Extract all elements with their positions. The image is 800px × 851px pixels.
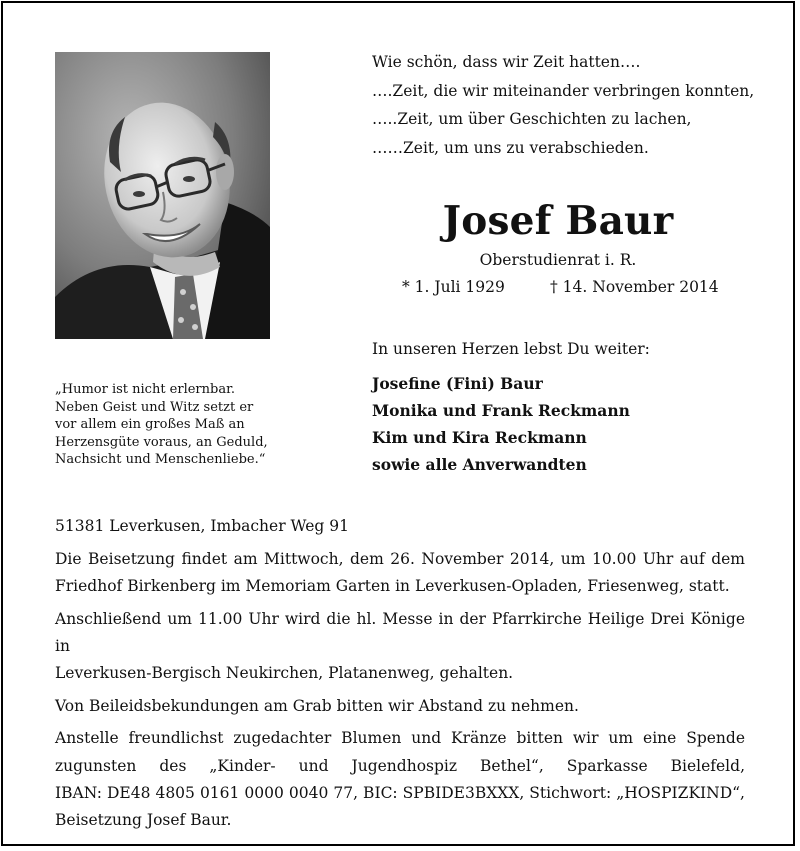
poem-line: …..Zeit, um über Geschichten zu lachen, xyxy=(372,110,692,128)
mourners-intro: In unseren Herzen lebst Du weiter: xyxy=(372,340,650,358)
portrait-photo xyxy=(55,52,270,339)
mourners-list xyxy=(372,370,630,478)
mourner-name: Kim und Kira Reckmann xyxy=(372,428,587,447)
mourner-name: Monika und Frank Reckmann xyxy=(372,401,630,420)
quote-line: vor allem ein großes Maß an xyxy=(55,417,245,432)
poem-line: ……Zeit, um uns zu verabschieden. xyxy=(372,138,649,157)
condolence-note: Von Beileidsbekundungen am Grab bitten wir Abstand zu nehmen. xyxy=(55,696,579,715)
birth-date: * 1. Juli 1929 xyxy=(402,278,505,296)
poem-block xyxy=(372,48,772,162)
poem-line: ….Zeit, die wir miteinander verbringen konnten, xyxy=(372,81,755,100)
quote-line: „Humor ist nicht erlernbar. xyxy=(55,382,236,397)
deceased-name: Josef Baur xyxy=(442,198,674,244)
mass-info: Anschließend um 11.00 Uhr wird die hl. Messe in der Pfarrkirche Heilige Drei Könige in Leverkusen-Bergisch Neukirchen, Platanenweg, gehalten. xyxy=(55,609,745,683)
poem-line: Wie schön, dass wir Zeit hatten…. xyxy=(372,53,641,71)
mourner-name: sowie alle Anverwandten xyxy=(372,455,587,474)
funeral-info: Die Beisetzung findet am Mittwoch, dem 26. November 2014, um 10.00 Uhr auf dem Friedhof Birkenberg im Memoriam Garten in Leverkusen-Opladen, Friesenweg, statt. xyxy=(55,549,745,595)
quote-line: Herzensgüte voraus, an Geduld, xyxy=(55,434,268,450)
quote-line: Nachsicht und Menschenliebe.“ xyxy=(55,452,266,467)
quote-block xyxy=(55,381,295,469)
notice-body xyxy=(55,513,745,840)
address: 51381 Leverkusen, Imbacher Weg 91 xyxy=(55,517,349,535)
quote-line: Neben Geist und Witz setzt er xyxy=(55,399,254,415)
donation-info: Anstelle freundlichst zugedachter Blumen und Kränze bitten wir um eine Spende zugunsten des „Kinder- und Jugendhospiz Bethel“, Sparkasse Bielefeld, IBAN: DE48 4805 0161 0000 0040 77, BIC: SPBIDE3BXXX, Stichwort: „HOSPIZKIND“, Beisetzung Josef Baur. xyxy=(55,729,745,830)
deceased-title: Oberstudienrat i. R. xyxy=(479,251,637,269)
mourner-name: Josefine (Fini) Baur xyxy=(372,374,543,393)
death-date: † 14. November 2014 xyxy=(550,278,719,296)
portrait-image xyxy=(55,52,270,339)
